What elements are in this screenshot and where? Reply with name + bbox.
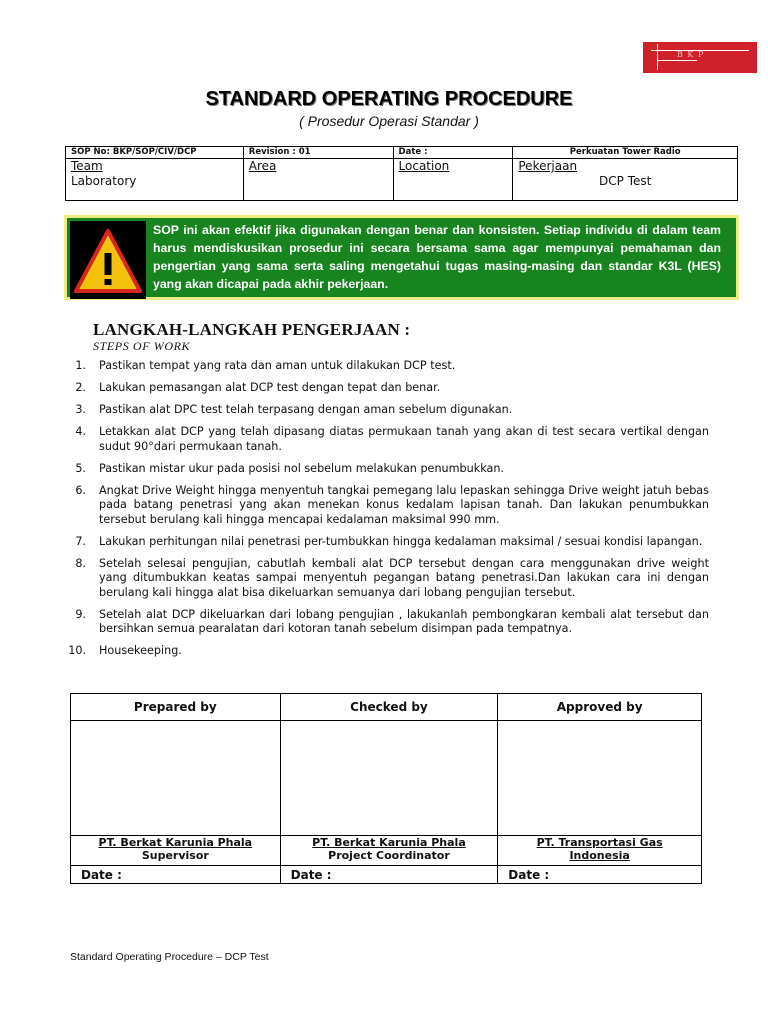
location-cell	[393, 159, 513, 201]
warning-box	[64, 215, 739, 300]
revision: Revision : 01	[243, 147, 393, 159]
page-footer: Standard Operating Procedure – DCP Test	[70, 951, 269, 963]
signature-table	[70, 693, 702, 884]
steps-heading: LANGKAH-LANGKAH PENGERJAAN :	[93, 320, 411, 339]
step-item: 8. Setelah selesai pengujian, cabutlah kembali alat DCP tersebut dengan cara menggunakan drive weight yang ditumbukkan keatas sampai menyentuh pegangan batang penetrasi.Dan lakukan cara ini dengan berulang kali hingga alat bisa dikeluarkan semuanya dari lobang pengujian tersebut.	[75, 556, 709, 599]
team-label: Team	[71, 159, 103, 173]
step-item: 1. Pastikan tempat yang rata dan aman untuk dilakukan DCP test.	[75, 359, 456, 372]
checked-company: PT. Berkat Karunia Phala	[312, 836, 466, 849]
area-cell	[243, 159, 393, 201]
step-item: 4. Letakkan alat DCP yang telah dipasang diatas permukaan tanah yang akan di test secara vertikal dengan sudut 90°dari permukaan tanah.	[75, 425, 709, 453]
project-name: Perkuatan Tower Radio	[513, 147, 738, 159]
checked-by-header: Checked by	[280, 694, 498, 721]
logo-text: B K P	[677, 50, 705, 59]
step-item: 10. Housekeeping.	[68, 644, 182, 657]
steps-subheading: STEPS OF WORK	[93, 339, 191, 353]
pekerjaan-label: Pekerjaan	[518, 159, 578, 173]
step-text: Housekeeping.	[99, 644, 182, 657]
approved-date: Date :	[498, 866, 702, 884]
date-cell: Date :	[393, 147, 513, 159]
warning-triangle-icon	[70, 221, 146, 299]
warning-text: SOP ini akan efektif jika digunakan dengan benar dan konsisten. Setiap individu di dalam team harus mendiskusikan prosedur ini secara bersama sama agar mempunyai pemahaman dan pengertian yang sama serta saling mengetahui tugas masing-masing dan standar K3L (HES) yang akan dicapai pada akhir pekerjaan.	[153, 223, 721, 291]
approved-company-cell	[498, 836, 702, 866]
step-item: 7. Lakukan perhitungan nilai penetrasi per-tumbukkan hingga kedalaman maksimal / sesuai kondisi lapangan.	[75, 534, 703, 548]
step-item: 9. Setelah alat DCP dikeluarkan dari lobang pengujian , lakukanlah pembongkaran kembali alat tersebut dan bersihkan semua pearalatan dari kotoran tanah sebelum disimpan pada tempatnya.	[75, 607, 709, 635]
page-title: STANDARD OPERATING PROCEDURE	[205, 88, 573, 110]
step-item: 5. Pastikan mistar ukur pada posisi nol sebelum melakukan penumbukkan.	[75, 461, 504, 475]
step-item: 3. Pastikan alat DPC test telah terpasang dengan aman sebelum digunakan.	[75, 403, 513, 416]
logo-line	[657, 60, 697, 61]
company-logo	[643, 42, 757, 73]
step-text: Pastikan tempat yang rata dan aman untuk dilakukan DCP test.	[99, 359, 456, 372]
location-label: Location	[398, 159, 450, 173]
checked-company-cell	[280, 836, 498, 866]
checked-date: Date :	[280, 866, 498, 884]
team-value: Laboratory	[71, 174, 137, 188]
step-text: Lakukan pemasangan alat DCP test dengan tepat dan benar.	[99, 381, 441, 394]
page-subtitle: ( Prosedur Operasi Standar )	[299, 113, 479, 129]
logo-line	[657, 44, 658, 70]
sop-number: SOP No: BKP/SOP/CIV/DCP	[66, 147, 244, 159]
prepared-company: PT. Berkat Karunia Phala	[98, 836, 253, 849]
checked-role: Project Coordinator	[328, 849, 450, 862]
steps-list	[70, 359, 709, 666]
step-item: 6. Angkat Drive Weight hingga menyentuh tangkai pemegang lalu lepaskan sehingga Drive weight jatuh bebas pada batang penetrasi yang akan menekan konus kedalam lapisan tanah. Dan lakukan penumbukkan tersebut berulang kali hingga mencapai kedalaman maksimal 990 mm.	[75, 483, 709, 526]
step-text: Setelah alat DCP dikeluarkan dari lobang pengujian , lakukanlah pembongkaran kembali alat tersebut dan bersihkan semua pearalatan dari kotoran tanah sebelum disimpan pada tempatnya.	[99, 607, 709, 635]
sop-info-table	[65, 146, 738, 201]
approved-company: PT. Transportasi Gas Indonesia	[536, 836, 663, 862]
checked-signature-area	[280, 721, 498, 836]
step-text: Letakkan alat DCP yang telah dipasang diatas permukaan tanah yang akan di test secara vertikal dengan sudut 90°dari permukaan tanah.	[99, 425, 709, 453]
prepared-company-cell	[71, 836, 281, 866]
pekerjaan-value: DCP Test	[599, 174, 652, 188]
step-text: Lakukan perhitungan nilai penetrasi per-tumbukkan hingga kedalaman maksimal / sesuai kondisi lapangan.	[99, 534, 703, 548]
step-item: 2. Lakukan pemasangan alat DCP test dengan tepat dan benar.	[75, 381, 441, 394]
step-text: Angkat Drive Weight hingga menyentuh tangkai pemegang lalu lepaskan sehingga Drive weight jatuh bebas pada batang penetrasi yang akan menekan konus kedalam lapisan tanah. Dan lakukan penumbukkan tersebut berulang kali hingga mencapai kedalaman maksimal 990 mm.	[99, 483, 709, 526]
prepared-signature-area	[71, 721, 281, 836]
step-text: Pastikan mistar ukur pada posisi nol sebelum melakukan penumbukkan.	[99, 461, 504, 475]
step-text: Setelah selesai pengujian, cabutlah kembali alat DCP tersebut dengan cara menggunakan drive weight yang ditumbukkan keatas sampai menyentuh pegangan batang penetrasi.Dan lakukan cara ini dengan berulang kali hingga alat bisa dikeluarkan semuanya dari lobang pengujian tersebut.	[99, 556, 709, 599]
prepared-by-header: Prepared by	[71, 694, 281, 721]
team-cell	[66, 159, 244, 201]
approved-by-header: Approved by	[498, 694, 702, 721]
step-text: Pastikan alat DPC test telah terpasang dengan aman sebelum digunakan.	[99, 403, 513, 416]
prepared-role: Supervisor	[141, 849, 209, 862]
warning-panel	[67, 218, 736, 297]
area-label: Area	[248, 159, 277, 173]
prepared-date: Date :	[71, 866, 281, 884]
pekerjaan-cell	[513, 159, 738, 201]
approved-signature-area	[498, 721, 702, 836]
